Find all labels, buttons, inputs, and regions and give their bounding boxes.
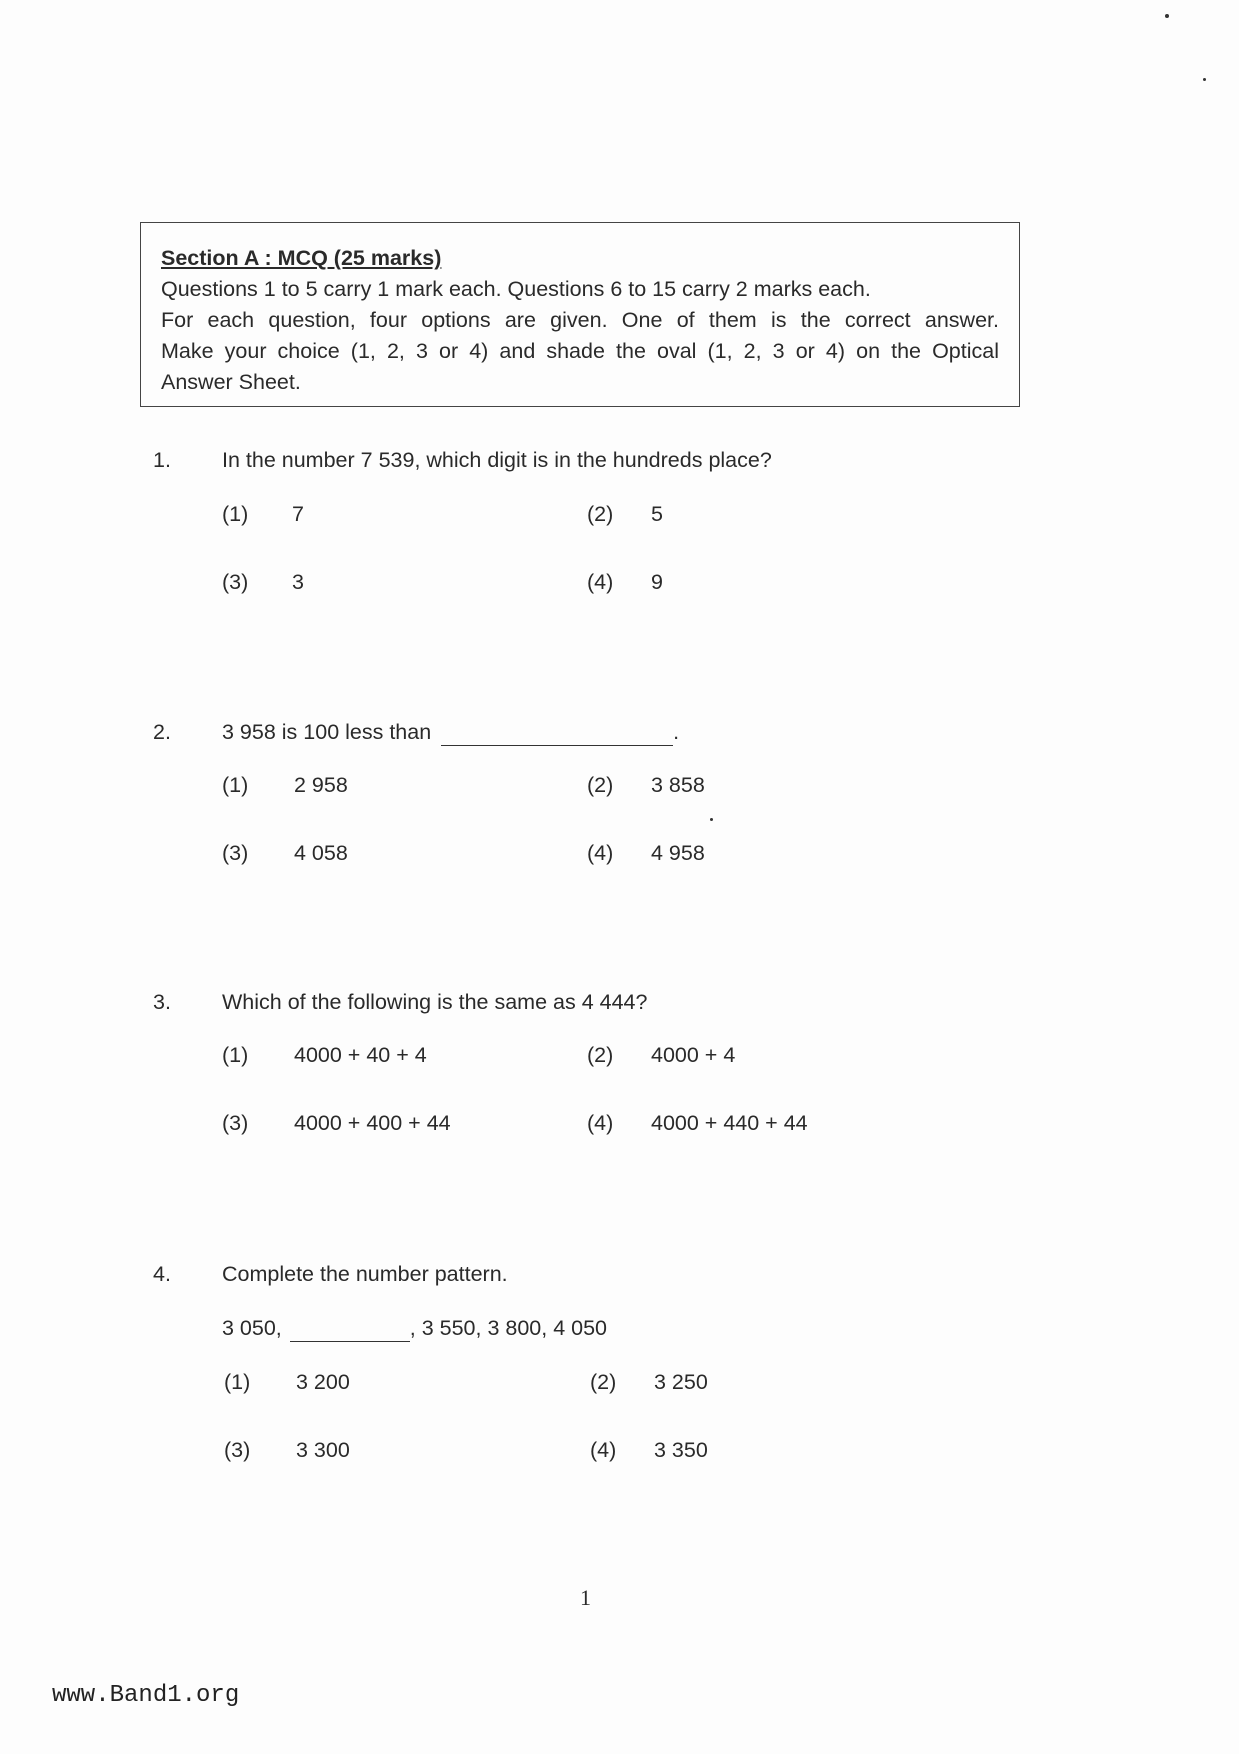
question-number: 4. [153,1262,171,1286]
section-title: Section A : MCQ (25 marks) [161,246,442,270]
instruction-line: Questions 1 to 5 carry 1 mark each. Questions 6 to 15 carry 2 marks each. [161,277,871,301]
pattern-rest: , 3 550, 3 800, 4 050 [409,1316,608,1340]
scan-speck [1165,14,1169,18]
answer-blank [441,720,673,746]
question-text [222,720,679,746]
option-value: 4000 + 4 [651,1043,736,1067]
instructions-box [140,222,1020,407]
option-label: (1) [224,1370,251,1394]
option-label: (1) [222,1043,249,1067]
option-label: (2) [587,502,614,526]
answer-blank [290,1316,410,1342]
question-text-after: . [673,720,680,744]
option-value: 4 058 [294,841,348,865]
option-value: 7 [292,502,304,526]
scan-speck [1203,78,1206,81]
option-value: 4 958 [651,841,705,865]
scan-speck [710,818,713,821]
option-label: (2) [587,1043,614,1067]
option-value: 2 958 [294,773,348,797]
option-value: 3 [292,570,304,594]
footer-url: www.Band1.org [52,1682,240,1709]
option-value: 3 200 [296,1370,350,1394]
option-label: (2) [587,773,614,797]
option-value: 3 858 [651,773,705,797]
option-label: (1) [222,773,249,797]
question-number: 1. [153,448,171,472]
option-value: 3 250 [654,1370,708,1394]
question-text-before: 3 958 is 100 less than [222,720,432,744]
option-value: 5 [651,502,663,526]
option-value: 4000 + 440 + 44 [651,1111,808,1135]
option-label: (4) [590,1438,617,1462]
page-number: 1 [580,1585,591,1610]
option-value: 3 300 [296,1438,350,1462]
instruction-line: For each question, four options are given. One of them is the correct answer. [161,308,999,332]
option-value: 4000 + 400 + 44 [294,1111,451,1135]
option-label: (3) [222,1111,249,1135]
pattern-start: 3 050, [222,1316,282,1340]
question-text: Complete the number pattern. [222,1262,508,1286]
option-value: 4000 + 40 + 4 [294,1043,427,1067]
option-label: (4) [587,841,614,865]
question-number: 2. [153,720,171,744]
instruction-line: Answer Sheet. [161,370,301,394]
question-number: 3. [153,990,171,1014]
question-text: Which of the following is the same as 4 444? [222,990,648,1014]
option-label: (2) [590,1370,617,1394]
instruction-line: Make your choice (1, 2, 3 or 4) and shade the oval (1, 2, 3 or 4) on the Optical [161,339,999,363]
number-pattern [222,1316,607,1342]
question-text: In the number 7 539, which digit is in the hundreds place? [222,448,772,472]
option-label: (3) [222,570,249,594]
option-value: 3 350 [654,1438,708,1462]
option-label: (3) [224,1438,251,1462]
option-label: (4) [587,1111,614,1135]
option-label: (3) [222,841,249,865]
option-label: (1) [222,502,249,526]
option-label: (4) [587,570,614,594]
option-value: 9 [651,570,663,594]
